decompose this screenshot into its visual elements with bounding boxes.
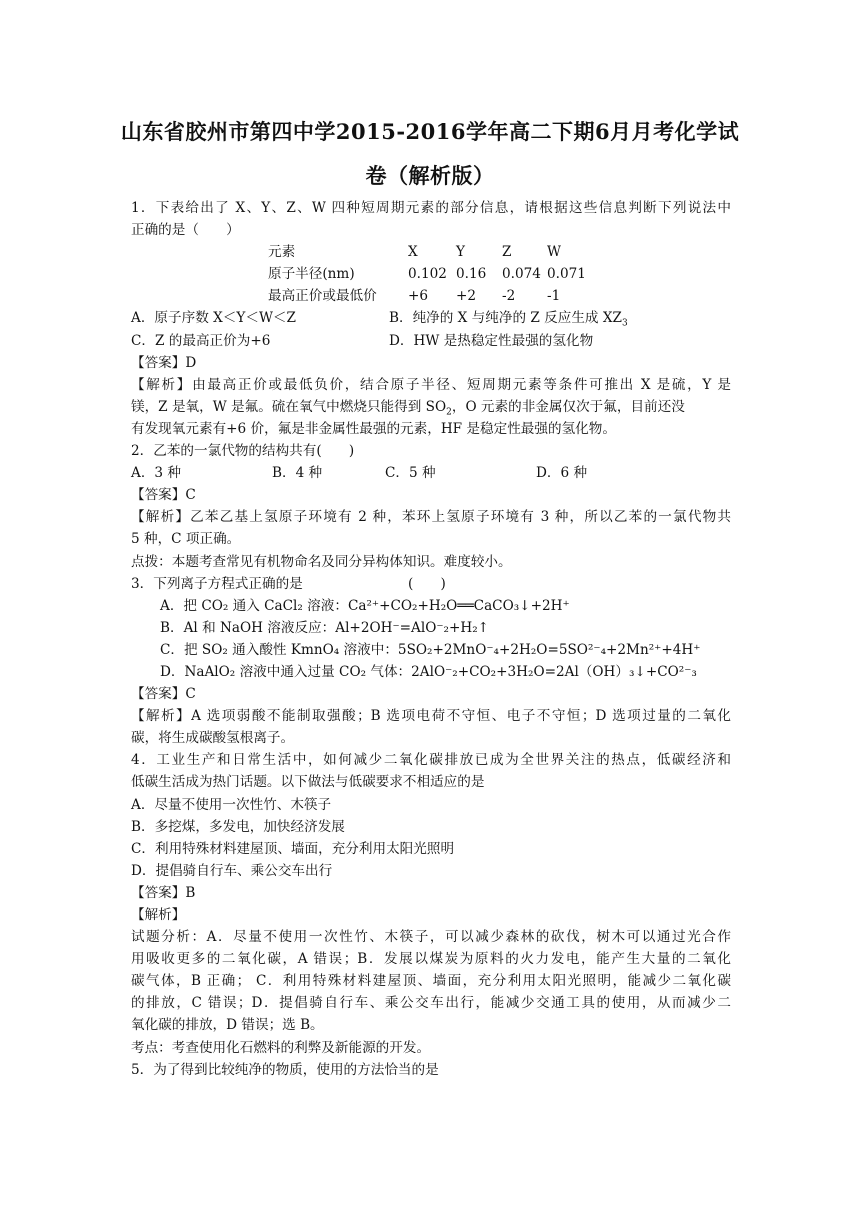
q1-analysis-subscript: 2 [446, 407, 452, 418]
q4-point: 考点：考查使用化石燃料的利弊及新能源的开发。 [131, 1039, 431, 1056]
q1-analysis-line2 [131, 396, 731, 418]
table-cell: +2 [456, 288, 477, 305]
document-title-line1: 山东省胶州市第四中学2015-2016学年高二下期6月月考化学试 [120, 119, 740, 144]
q3-answer-paren: ( ) [408, 575, 446, 592]
q1-option-c: C．Z 的最高正价为+6 [131, 332, 271, 349]
table-cell: Y [456, 244, 465, 261]
q1-analysis-line1: 【解析】由最高正价或最低负价，结合原子半径、短周期元素等条件可推出 X 是硫，Y 是 [131, 376, 731, 393]
q4-analysis-heading: 【解析】 [131, 907, 186, 923]
table-cell: W [547, 244, 561, 261]
q4-option-a: A．尽量不使用一次性竹、木筷子 [131, 796, 332, 813]
q3-analysis-line2: 碳，将生成碳酸氢根离子。 [131, 730, 295, 747]
q4-analysis-line3: 碳气体，B 正确； C．利用特殊材料建屋顶、墙面，充分利用太阳光照明，能减少二氧化碳 [131, 973, 731, 990]
q2-tip: 点拨：本题考查常见有机物命名及同分异构体知识。难度较小。 [131, 553, 512, 570]
table-cell: Z [502, 244, 512, 261]
table-cell: 0.074 [502, 266, 541, 283]
q4-option-b: B．多挖煤，多发电，加快经济发展 [131, 818, 345, 835]
table-cell: -2 [502, 288, 516, 305]
q4-stem-line2: 低碳生活成为热门话题。以下做法与低碳要求不相适应的是 [131, 774, 485, 791]
q1-element-table [268, 241, 597, 307]
table-cell: 原子半径(nm) [268, 266, 355, 283]
table-cell: 0.102 [408, 266, 447, 283]
q3-stem-row [131, 573, 731, 595]
q2-option-d: D．6 种 [536, 465, 588, 482]
table-cell: 0.16 [456, 266, 487, 283]
q1-options-row1 [131, 307, 731, 329]
q1-analysis-text: 镁，Z 是氧，W 是氟。硫在氧气中燃烧只能得到 SO [131, 398, 447, 415]
q3-option-a: A．把 CO₂ 通入 CaCl₂ 溶液：Ca²⁺+CO₂+H₂O══CaCO₃↓+2H⁺ [160, 597, 570, 614]
q1-option-b-text: B．纯净的 X 与纯净的 Z 反应生成 XZ [389, 310, 622, 327]
q1-analysis-text: ，O 元素的非金属仅次于氟，目前还没 [451, 398, 685, 415]
q3-option-d: D．NaAlO₂ 溶液中通入过量 CO₂ 气体：2AlO⁻₂+CO₂+3H₂O=2Al（OH）₃↓+CO²⁻₃ [160, 663, 697, 680]
q4-option-d: D．提倡骑自行车、乘公交车出行 [131, 862, 333, 879]
table-row [268, 285, 597, 307]
q1-answer: 【答案】D [131, 354, 197, 371]
q2-stem: 2．乙苯的一氯代物的结构共有( ) [131, 443, 355, 460]
q4-analysis-line5: 氧化碳的排放，D 错误；选 B。 [131, 1017, 324, 1034]
q4-analysis-line4: 的排放，C 错误；D．提倡骑自行车、乘公交车出行，能减少交通工具的使用，从而减少二 [131, 995, 731, 1012]
table-cell: X [408, 244, 418, 261]
q2-option-b: B．4 种 [272, 465, 323, 482]
q4-answer: 【答案】B [131, 884, 196, 901]
q4-analysis-line2: 用吸收更多的二氧化碳，A 错误；B．发展以煤炭为原料的火力发电，能产生大量的二氧化 [131, 951, 731, 968]
q1-options-row2 [131, 330, 731, 352]
q1-option-b-subscript: 3 [621, 319, 628, 330]
table-cell: -1 [547, 288, 561, 305]
document-body [131, 197, 731, 1081]
q1-stem-line1: 1．下表给出了 X、Y、Z、W 四种短周期元素的部分信息，请根据这些信息判断下列说法中 [131, 200, 731, 216]
q3-option-c: C．把 SO₂ 通入酸性 KmnO₄ 溶液中：5SO₂+2MnO⁻₄+2H₂O=5SO²⁻₄+2Mn²⁺+4H⁺ [160, 641, 701, 658]
q1-stem-line2: 正确的是（ ） [131, 222, 240, 239]
table-row [268, 263, 597, 285]
table-cell: 最高正价或最低价 [268, 288, 377, 305]
q2-answer: 【答案】C [131, 487, 196, 504]
q3-option-b: B．Al 和 NaOH 溶液反应：Al+2OH⁻=AlO⁻₂+H₂↑ [160, 619, 490, 636]
q4-option-c: C．利用特殊材料建屋顶、墙面，充分利用太阳光照明 [131, 840, 455, 857]
q1-option-b [389, 307, 628, 329]
q2-analysis-line2: 5 种，C 项正确。 [131, 531, 241, 548]
q3-stem: 3．下列离子方程式正确的是 [131, 575, 303, 592]
q1-analysis-line3: 有发现氧元素有+6 价，氟是非金属性最强的元素，HF 是稳定性最强的氢化物。 [131, 420, 616, 437]
document-title-line2: 卷（解析版） [365, 163, 495, 188]
table-cell: 元素 [268, 244, 296, 261]
q1-option-a: A．原子序数 X＜Y＜W＜Z [131, 310, 296, 327]
q4-analysis-line1: 试题分析：A．尽量不使用一次性竹、木筷子，可以减少森林的砍伐，树木可以通过光合作 [131, 929, 731, 946]
q4-stem-line1: 4．工业生产和日常生活中，如何减少二氧化碳排放已成为全世界关注的热点，低碳经济和 [131, 752, 731, 769]
table-cell: +6 [408, 288, 429, 305]
q1-option-d: D．HW 是热稳定性最强的氢化物 [389, 332, 594, 349]
table-row [268, 241, 597, 263]
q2-analysis-line1: 【解析】乙苯乙基上氢原子环境有 2 种，苯环上氢原子环境有 3 种，所以乙苯的一氯代物共 [131, 509, 731, 526]
q2-option-a: A．3 种 [131, 465, 181, 482]
q3-analysis-line1: 【解析】A 选项弱酸不能制取强酸；B 选项电荷不守恒、电子不守恒；D 选项过量的二氧化 [131, 708, 731, 725]
table-cell: 0.071 [547, 266, 586, 283]
q2-options [131, 462, 731, 484]
q2-option-c: C．5 种 [385, 465, 436, 482]
q3-answer: 【答案】C [131, 686, 196, 703]
q5-stem: 5．为了得到比较纯净的物质，使用的方法恰当的是 [131, 1061, 439, 1078]
